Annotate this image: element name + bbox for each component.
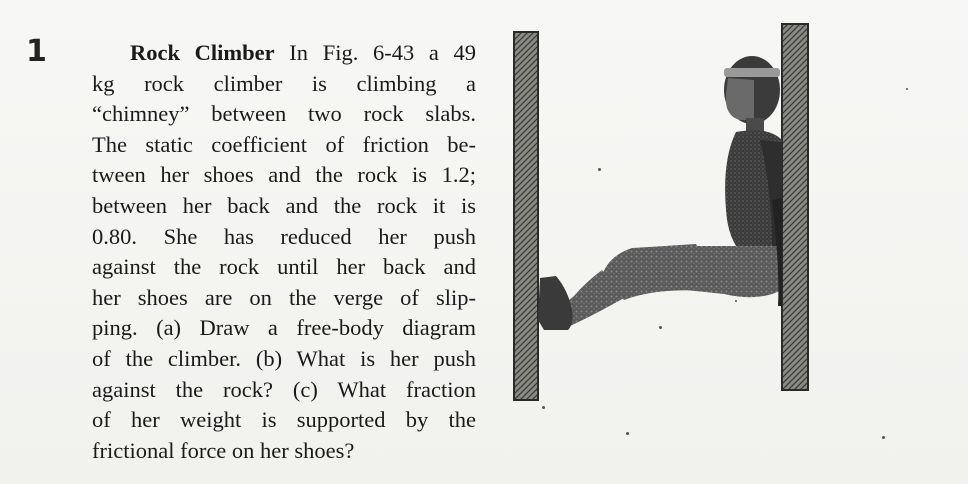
scan-speck [598, 168, 601, 171]
scan-speck [735, 300, 737, 302]
climber-person [538, 56, 782, 330]
climber-shoe [538, 276, 573, 330]
problem-line-2: kg rock climber is climbing a [92, 70, 476, 96]
problem-line-5: tween her shoes and the rock is 1.2; [92, 162, 476, 188]
problem-line-7: 0.80. She has reduced her push [92, 223, 476, 249]
problem-line-13: of her weight is supported by the [92, 407, 476, 433]
problem-title: Rock Climber [130, 40, 275, 65]
problem-line-10: ping. (a) Draw a free-body diagram [92, 315, 476, 341]
problem-line-8: against the rock until her back and [92, 254, 476, 280]
scan-speck [882, 436, 885, 439]
problem-text [92, 38, 476, 466]
headband [724, 68, 780, 77]
problem-line-12: against the rock? (c) What fraction [92, 376, 476, 402]
chimney-illustration [510, 20, 820, 410]
right-rock-slab [782, 24, 808, 390]
problem-line-9: her shoes are on the verge of slip- [92, 284, 476, 310]
scan-speck [659, 326, 662, 329]
problem-line-14: frictional force on her shoes? [92, 437, 355, 463]
problem-line-3: “chimney” between two rock slabs. [92, 101, 476, 127]
left-rock-slab [514, 32, 538, 400]
margin-mark: 1 [26, 34, 45, 69]
problem-line-6: between her back and the rock it is [92, 192, 476, 218]
scan-speck [626, 432, 629, 435]
problem-line-4: The static coefficient of friction be- [92, 131, 476, 157]
scan-speck [542, 406, 545, 409]
problem-line-1 [92, 38, 476, 69]
problem-line-1-text: In Fig. 6-43 a 49 [289, 40, 477, 65]
scan-speck [906, 88, 908, 90]
problem-line-11: of the climber. (b) What is her push [92, 345, 476, 371]
climber-figure [510, 20, 820, 410]
